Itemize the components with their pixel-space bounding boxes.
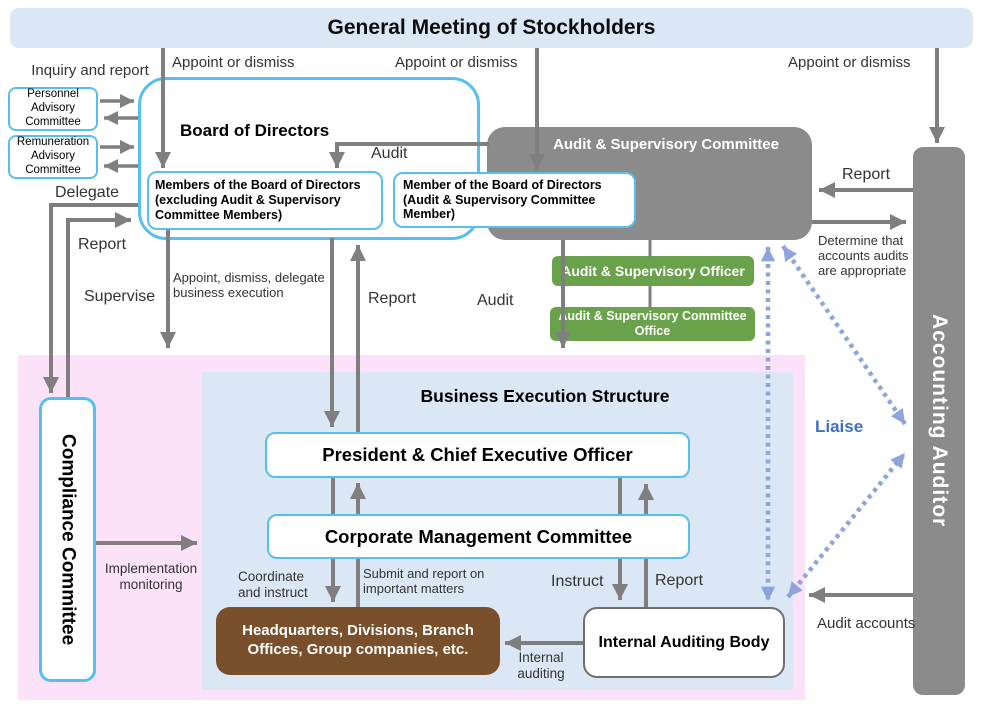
label-inquiry-and-report: Inquiry and report — [31, 62, 149, 79]
general-meeting-title: General Meeting of Stockholders — [327, 16, 656, 39]
label-report-board: Report — [78, 236, 127, 253]
label-instruct: Instruct — [551, 573, 604, 590]
internal-auditing-body-label: Internal Auditing Body — [598, 633, 770, 651]
corporate-management-committee-box — [267, 514, 690, 559]
label-report-iab: Report — [655, 572, 704, 589]
compliance-committee-box — [39, 397, 96, 682]
president-ceo-box — [265, 432, 690, 478]
label-audit-members: Audit — [371, 145, 408, 162]
label-audit-accounts: Audit accounts — [817, 615, 916, 632]
audit-supervisory-committee-title: Audit & Supervisory Committee — [553, 136, 779, 153]
label-implementation-monitoring: Implementation monitoring — [104, 561, 198, 592]
label-appoint-dismiss-2: Appoint or dismiss — [395, 54, 518, 71]
members-excluding-box — [147, 171, 383, 230]
remuneration-advisory-committee-box — [8, 135, 98, 179]
audit-supervisory-committee-office-box — [550, 307, 755, 341]
label-report-auditor: Report — [842, 166, 891, 183]
business-execution-structure-title: Business Execution Structure — [420, 386, 670, 406]
personnel-advisory-label: Personnel Advisory Committee — [25, 88, 81, 128]
audit-supervisory-committee-office-label: Audit & Supervisory Committee Office — [558, 309, 747, 338]
remuneration-advisory-label: Remuneration Advisory Committee — [16, 136, 90, 176]
audit-supervisory-officer-label: Audit & Supervisory Officer — [561, 262, 745, 279]
label-supervise: Supervise — [84, 288, 156, 305]
label-internal-auditing: Internal auditing — [517, 650, 565, 681]
label-audit-business: Audit — [477, 292, 514, 309]
headquarters-label: Headquarters, Divisions, Branch Offices, Group companies, etc. — [242, 622, 474, 658]
internal-auditing-body-box — [583, 607, 785, 678]
label-appoint-dismiss-3: Appoint or dismiss — [788, 54, 911, 71]
label-appoint-dismiss-1: Appoint or dismiss — [172, 54, 295, 71]
accounting-auditor-box — [913, 147, 965, 695]
label-liaise: Liaise — [815, 417, 864, 436]
label-delegate: Delegate — [55, 184, 120, 201]
member-asc-label: Member of the Board of Directors (Audit & Supervisory Committee Member) — [403, 177, 602, 222]
label-submit-report: Submit and report on important matters — [363, 566, 485, 596]
accounting-auditor-label: Accounting Auditor — [928, 314, 951, 528]
compliance-committee-label: Compliance Committee — [57, 433, 79, 646]
label-report-president: Report — [368, 290, 417, 307]
corporate-management-committee-label: Corporate Management Committee — [324, 525, 633, 547]
member-asc-box — [393, 172, 636, 228]
members-excluding-label: Members of the Board of Directors (excluding Audit & Supervisory Committee Members) — [155, 178, 361, 222]
president-ceo-label: President & Chief Executive Officer — [322, 444, 633, 465]
general-meeting-banner — [10, 8, 973, 48]
headquarters-box — [216, 607, 500, 675]
board-of-directors-title: Board of Directors — [180, 121, 330, 140]
label-appoint-delegate-exec: Appoint, dismiss, delegate business execution — [173, 270, 325, 300]
label-determine-accounts: Determine that accounts audits are appropriate — [818, 233, 909, 278]
audit-supervisory-officer-box — [552, 256, 754, 286]
label-coordinate-instruct: Coordinate and instruct — [238, 569, 308, 600]
personnel-advisory-committee-box — [8, 87, 98, 131]
